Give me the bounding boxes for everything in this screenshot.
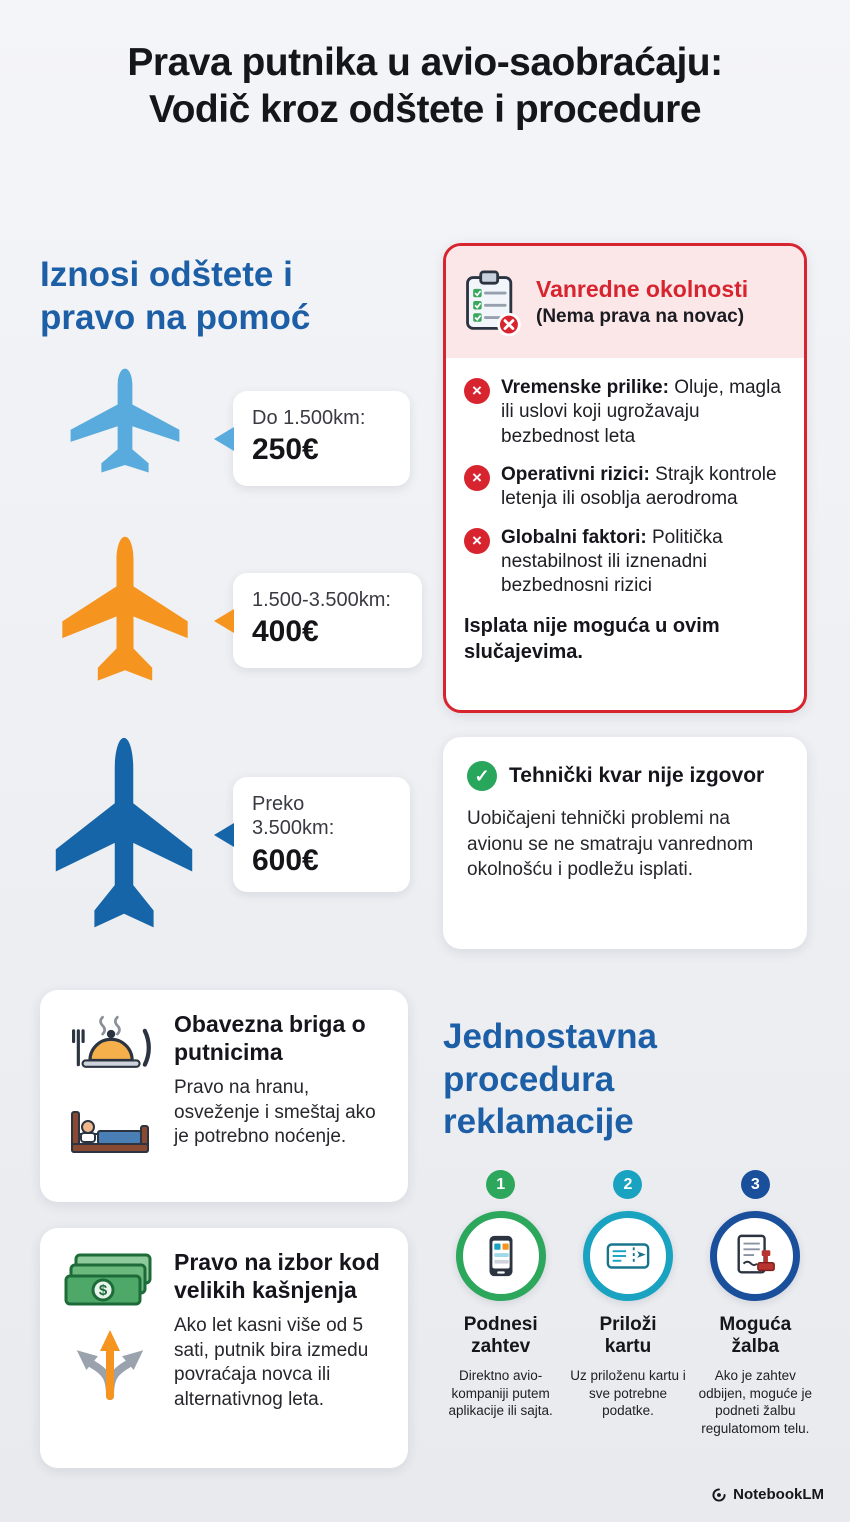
- page-title: [0, 40, 850, 134]
- list-item-global: [464, 526, 786, 599]
- list-item-text: Globalni faktori: Politička nestabilnost ili iznenadni bezbednosni rizici: [501, 526, 723, 597]
- step-number-badge-3: 3: [741, 1170, 770, 1199]
- procedure-heading-line3: reklamacije: [443, 1102, 634, 1142]
- phone-app-icon: [478, 1233, 524, 1279]
- alert-header: [446, 246, 804, 358]
- compensation-amount: 400€: [252, 615, 319, 649]
- step-attach-ticket: [564, 1170, 691, 1438]
- choice-icons: [58, 1248, 162, 1448]
- x-circle-icon: ×: [464, 528, 490, 554]
- choice-text: [174, 1248, 390, 1448]
- step-title-3: Moguća žalba: [719, 1314, 792, 1358]
- step-body-2: Uz priloženu kartu i sve potrebne podatke.: [570, 1367, 686, 1419]
- technical-fault-card: [443, 737, 807, 949]
- claim-steps: [437, 1170, 819, 1438]
- procedure-heading-line2: procedura: [443, 1059, 615, 1099]
- step-title-2: Priloži kartu: [599, 1314, 657, 1358]
- compensation-heading: [40, 254, 310, 339]
- x-circle-icon: ×: [464, 465, 490, 491]
- choice-body: Ako let kasni više od 5 sati, putnik bira izmedu povraćaja novca ili alternativnog leta.: [174, 1315, 369, 1411]
- svg-text:$: $: [98, 1282, 108, 1299]
- alert-body: [446, 358, 804, 665]
- choice-card: [40, 1228, 408, 1468]
- care-title: Obavezna briga o putnicima: [174, 1011, 366, 1066]
- care-text: [174, 1010, 390, 1182]
- compensation-card-short: [233, 391, 410, 486]
- compensation-heading-line1: Iznosi odštete i: [40, 255, 293, 294]
- care-icons: [58, 1010, 162, 1182]
- care-card: [40, 990, 408, 1202]
- bed-icon: [66, 1106, 154, 1162]
- x-circle-icon: ×: [464, 378, 490, 404]
- list-item-text: Vremenske prilike: Oluje, magla ili uslovi koji ugrožavaju bezbednost leta: [501, 377, 781, 447]
- list-item-weather: [464, 376, 786, 449]
- alert-title: Vanredne okolnosti: [536, 276, 749, 303]
- procedure-heading-line1: Jednostavna: [443, 1017, 657, 1056]
- list-item-operational: [464, 463, 786, 512]
- check-circle-icon: ✓: [467, 761, 497, 791]
- money-banknotes-icon: [64, 1252, 156, 1312]
- step-title-1: Podnesi zahtev: [463, 1314, 538, 1358]
- technical-title-row: [467, 761, 783, 791]
- compensation-amount: 600€: [252, 843, 319, 877]
- brand-label: NotebookLM: [733, 1486, 824, 1503]
- compensation-amount: 250€: [252, 433, 319, 467]
- compensation-card-medium: [233, 573, 422, 668]
- alert-titles: [536, 276, 748, 327]
- step-submit-claim: [437, 1170, 564, 1438]
- branching-arrows-icon: [70, 1328, 150, 1400]
- meal-cloche-icon: [66, 1014, 154, 1090]
- step-ring-2: [583, 1211, 673, 1301]
- compensation-card-long: [233, 777, 410, 892]
- technical-body: Uobičajeni tehnički problemi na avionu se ne smatraju vanrednom okolnošću i podležu isplati.: [467, 808, 754, 881]
- plane-icon-short-haul: [66, 366, 184, 480]
- extraordinary-circumstances-card: [443, 243, 807, 713]
- distance-label-line2: 3.500km:: [252, 817, 335, 840]
- notebooklm-brand: [711, 1486, 824, 1503]
- plane-icon-long-haul: [50, 733, 198, 941]
- alert-footer-note: Isplata nije moguća u ovim slučajevima.: [464, 614, 720, 663]
- step-body-3: Ako je zahtev odbijen, moguće je podneti žalbu regulatomom telu.: [698, 1367, 812, 1437]
- procedure-heading: [443, 1016, 657, 1144]
- technical-title: Tehnički kvar nije izgovor: [509, 764, 765, 787]
- card-pointer-arrow: [214, 427, 234, 451]
- distance-label-line1: Preko: [252, 793, 305, 815]
- compensation-heading-line2: pravo na pomoć: [40, 297, 311, 337]
- page-title-line1: Prava putnika u avio-saobraćaju:: [127, 41, 723, 84]
- distance-label: 1.500-3.500km:: [252, 589, 391, 611]
- care-body: Pravo na hranu, osveženje i smeštaj ako je potrebno noćenje.: [174, 1077, 376, 1148]
- clipboard-checklist-icon: [460, 268, 524, 336]
- step-number-badge-2: 2: [613, 1170, 642, 1199]
- step-appeal: [692, 1170, 819, 1438]
- alert-subtitle: (Nema prava na novac): [536, 305, 745, 327]
- step-number-badge-1: 1: [486, 1170, 515, 1199]
- document-stamp-icon: [732, 1233, 778, 1279]
- step-body-1: Direktno avio-kompaniji putem aplikacije ili sajta.: [448, 1367, 553, 1419]
- boarding-ticket-icon: [605, 1233, 651, 1279]
- page-title-line2: Vodič kroz odštete i procedure: [148, 87, 702, 131]
- list-item-text: Operativni rizici: Strajk kontrole letenja ili osoblja aerodroma: [501, 463, 777, 510]
- card-pointer-arrow: [214, 609, 234, 633]
- distance-label: Do 1.500km:: [252, 407, 366, 429]
- notebooklm-logo-icon: [711, 1487, 727, 1503]
- step-ring-1: [456, 1211, 546, 1301]
- card-pointer-arrow: [214, 823, 234, 847]
- choice-title: Pravo na izbor kod velikih kašnjenja: [174, 1249, 380, 1304]
- step-ring-3: [710, 1211, 800, 1301]
- plane-icon-medium-haul: [57, 533, 193, 691]
